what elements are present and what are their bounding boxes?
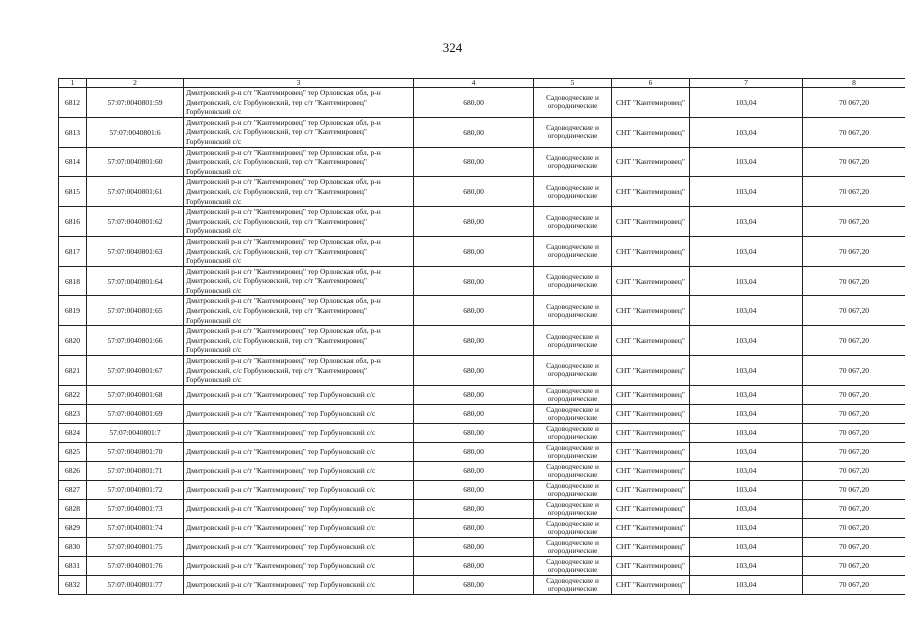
cadastral-value: 70 067,20: [803, 147, 905, 177]
owner-name: СНТ "Кантемировец": [612, 537, 690, 556]
parcel-address: Дмитровский р-н с/т "Кантемировец" тер Горбуновский с/с: [184, 499, 414, 518]
owner-name: СНТ "Кантемировец": [612, 88, 690, 118]
parcel-address: Дмитровский р-н с/т "Кантемировец" тер Горбуновский с/с: [184, 404, 414, 423]
parcel-area: 680,00: [414, 575, 534, 594]
cadastral-number: 57:07:0040801:71: [87, 461, 184, 480]
cadastral-rate: 103,04: [690, 385, 803, 404]
owner-name: СНТ "Кантемировец": [612, 117, 690, 147]
cadastral-number: 57:07:0040801:75: [87, 537, 184, 556]
parcel-area: 680,00: [414, 147, 534, 177]
column-header: 3: [184, 79, 414, 88]
row-number: 6828: [59, 499, 87, 518]
parcel-area: 680,00: [414, 423, 534, 442]
parcel-address: Дмитровский р-н с/т "Кантемировец" тер Орловская обл, р-н Дмитровский, с/с Горбуновский, тер с/т "Кантемировец" Горбуновский с/с: [184, 236, 414, 266]
cadastral-rate: 103,04: [690, 442, 803, 461]
cadastral-rate: 103,04: [690, 326, 803, 356]
parcel-address: Дмитровский р-н с/т "Кантемировец" тер Горбуновский с/с: [184, 480, 414, 499]
cadastral-number: 57:07:0040801:66: [87, 326, 184, 356]
permitted-use: Садоводческие и огороднические: [534, 518, 612, 537]
owner-name: СНТ "Кантемировец": [612, 575, 690, 594]
owner-name: СНТ "Кантемировец": [612, 556, 690, 575]
permitted-use: Садоводческие и огороднические: [534, 147, 612, 177]
cadastral-rate: 103,04: [690, 356, 803, 386]
cadastral-rate: 103,04: [690, 499, 803, 518]
table-row: [59, 147, 905, 177]
parcel-address: Дмитровский р-н с/т "Кантемировец" тер Горбуновский с/с: [184, 518, 414, 537]
cadastral-value: 70 067,20: [803, 537, 905, 556]
cadastral-number: 57:07:0040801:72: [87, 480, 184, 499]
parcel-address: Дмитровский р-н с/т "Кантемировец" тер Орловская обл, р-н Дмитровский, с/с Горбуновский, тер с/т "Кантемировец" Горбуновский с/с: [184, 88, 414, 118]
cadastral-number: 57:07:0040801:60: [87, 147, 184, 177]
cadastral-value: 70 067,20: [803, 480, 905, 499]
column-header: 2: [87, 79, 184, 88]
table-body: [59, 88, 905, 595]
parcel-area: 680,00: [414, 556, 534, 575]
row-number: 6812: [59, 88, 87, 118]
cadastral-value: 70 067,20: [803, 266, 905, 296]
cadastral-number: 57:07:0040801:7: [87, 423, 184, 442]
cadastral-value: 70 067,20: [803, 236, 905, 266]
permitted-use: Садоводческие и огороднические: [534, 236, 612, 266]
parcel-area: 680,00: [414, 117, 534, 147]
cadastral-value: 70 067,20: [803, 556, 905, 575]
parcel-area: 680,00: [414, 480, 534, 499]
parcel-address: Дмитровский р-н с/т "Кантемировец" тер Горбуновский с/с: [184, 575, 414, 594]
cadastral-value: 70 067,20: [803, 499, 905, 518]
cadastral-rate: 103,04: [690, 404, 803, 423]
cadastral-number: 57:07:0040801:68: [87, 385, 184, 404]
column-header: 8: [803, 79, 905, 88]
cadastral-value: 70 067,20: [803, 518, 905, 537]
cadastral-value: 70 067,20: [803, 117, 905, 147]
cadastral-number: 57:07:0040801:65: [87, 296, 184, 326]
parcel-area: 680,00: [414, 442, 534, 461]
owner-name: СНТ "Кантемировец": [612, 177, 690, 207]
cadastral-number: 57:07:0040801:62: [87, 207, 184, 237]
cadastral-number: 57:07:0040801:73: [87, 499, 184, 518]
owner-name: СНТ "Кантемировец": [612, 266, 690, 296]
cadastral-value: 70 067,20: [803, 356, 905, 386]
cadastral-number: 57:07:0040801:74: [87, 518, 184, 537]
permitted-use: Садоводческие и огороднические: [534, 385, 612, 404]
row-number: 6832: [59, 575, 87, 594]
column-numbers-row: [59, 79, 905, 88]
owner-name: СНТ "Кантемировец": [612, 442, 690, 461]
cadastral-number: 57:07:0040801:67: [87, 356, 184, 386]
cadastral-number: 57:07:0040801:6: [87, 117, 184, 147]
cadastral-rate: 103,04: [690, 461, 803, 480]
permitted-use: Садоводческие и огороднические: [534, 575, 612, 594]
row-number: 6818: [59, 266, 87, 296]
land-parcels-table: [58, 78, 905, 595]
parcel-area: 680,00: [414, 326, 534, 356]
cadastral-number: 57:07:0040801:59: [87, 88, 184, 118]
cadastral-value: 70 067,20: [803, 404, 905, 423]
table-row: [59, 117, 905, 147]
cadastral-value: 70 067,20: [803, 423, 905, 442]
cadastral-rate: 103,04: [690, 266, 803, 296]
row-number: 6830: [59, 537, 87, 556]
parcel-address: Дмитровский р-н с/т "Кантемировец" тер Орловская обл, р-н Дмитровский, с/с Горбуновский, тер с/т "Кантемировец" Горбуновский с/с: [184, 147, 414, 177]
permitted-use: Садоводческие и огороднические: [534, 461, 612, 480]
table-row: [59, 266, 905, 296]
owner-name: СНТ "Кантемировец": [612, 385, 690, 404]
parcel-area: 680,00: [414, 207, 534, 237]
cadastral-rate: 103,04: [690, 480, 803, 499]
cadastral-value: 70 067,20: [803, 296, 905, 326]
row-number: 6814: [59, 147, 87, 177]
table-row: [59, 499, 905, 518]
cadastral-number: 57:07:0040801:63: [87, 236, 184, 266]
table-row: [59, 207, 905, 237]
cadastral-rate: 103,04: [690, 117, 803, 147]
row-number: 6823: [59, 404, 87, 423]
cadastral-number: 57:07:0040801:69: [87, 404, 184, 423]
cadastral-rate: 103,04: [690, 207, 803, 237]
owner-name: СНТ "Кантемировец": [612, 499, 690, 518]
parcel-address: Дмитровский р-н с/т "Кантемировец" тер Орловская обл, р-н Дмитровский, с/с Горбуновский, тер с/т "Кантемировец" Горбуновский с/с: [184, 296, 414, 326]
owner-name: СНТ "Кантемировец": [612, 356, 690, 386]
parcel-address: Дмитровский р-н с/т "Кантемировец" тер Орловская обл, р-н Дмитровский, с/с Горбуновский, тер с/т "Кантемировец" Горбуновский с/с: [184, 207, 414, 237]
cadastral-rate: 103,04: [690, 88, 803, 118]
parcel-area: 680,00: [414, 356, 534, 386]
cadastral-number: 57:07:0040801:76: [87, 556, 184, 575]
table-row: [59, 442, 905, 461]
permitted-use: Садоводческие и огороднические: [534, 88, 612, 118]
permitted-use: Садоводческие и огороднические: [534, 442, 612, 461]
cadastral-number: 57:07:0040801:64: [87, 266, 184, 296]
cadastral-number: 57:07:0040801:77: [87, 575, 184, 594]
parcel-area: 680,00: [414, 296, 534, 326]
table-row: [59, 177, 905, 207]
cadastral-value: 70 067,20: [803, 461, 905, 480]
parcel-area: 680,00: [414, 385, 534, 404]
parcel-address: Дмитровский р-н с/т "Кантемировец" тер Орловская обл, р-н Дмитровский, с/с Горбуновский, тер с/т "Кантемировец" Горбуновский с/с: [184, 266, 414, 296]
parcel-area: 680,00: [414, 266, 534, 296]
permitted-use: Садоводческие и огороднические: [534, 423, 612, 442]
permitted-use: Садоводческие и огороднические: [534, 296, 612, 326]
parcel-address: Дмитровский р-н с/т "Кантемировец" тер Горбуновский с/с: [184, 556, 414, 575]
table-row: [59, 537, 905, 556]
cadastral-value: 70 067,20: [803, 207, 905, 237]
permitted-use: Садоводческие и огороднические: [534, 556, 612, 575]
cadastral-rate: 103,04: [690, 177, 803, 207]
cadastral-number: 57:07:0040801:70: [87, 442, 184, 461]
page-number: 324: [442, 40, 463, 55]
permitted-use: Садоводческие и огороднические: [534, 207, 612, 237]
permitted-use: Садоводческие и огороднические: [534, 537, 612, 556]
owner-name: СНТ "Кантемировец": [612, 236, 690, 266]
permitted-use: Садоводческие и огороднические: [534, 266, 612, 296]
row-number: 6816: [59, 207, 87, 237]
owner-name: СНТ "Кантемировец": [612, 207, 690, 237]
cadastral-value: 70 067,20: [803, 88, 905, 118]
permitted-use: Садоводческие и огороднические: [534, 117, 612, 147]
parcel-area: 680,00: [414, 177, 534, 207]
cadastral-value: 70 067,20: [803, 385, 905, 404]
parcel-area: 680,00: [414, 518, 534, 537]
permitted-use: Садоводческие и огороднические: [534, 480, 612, 499]
table-row: [59, 575, 905, 594]
row-number: 6831: [59, 556, 87, 575]
table-row: [59, 296, 905, 326]
cadastral-rate: 103,04: [690, 147, 803, 177]
parcel-address: Дмитровский р-н с/т "Кантемировец" тер Горбуновский с/с: [184, 442, 414, 461]
row-number: 6824: [59, 423, 87, 442]
parcel-address: Дмитровский р-н с/т "Кантемировец" тер Горбуновский с/с: [184, 423, 414, 442]
owner-name: СНТ "Кантемировец": [612, 480, 690, 499]
column-header: 1: [59, 79, 87, 88]
permitted-use: Садоводческие и огороднические: [534, 499, 612, 518]
owner-name: СНТ "Кантемировец": [612, 461, 690, 480]
table-row: [59, 88, 905, 118]
column-header: 7: [690, 79, 803, 88]
permitted-use: Садоводческие и огороднические: [534, 326, 612, 356]
permitted-use: Садоводческие и огороднические: [534, 404, 612, 423]
cadastral-rate: 103,04: [690, 537, 803, 556]
row-number: 6815: [59, 177, 87, 207]
cadastral-value: 70 067,20: [803, 442, 905, 461]
table-row: [59, 461, 905, 480]
cadastral-rate: 103,04: [690, 296, 803, 326]
row-number: 6826: [59, 461, 87, 480]
row-number: 6813: [59, 117, 87, 147]
owner-name: СНТ "Кантемировец": [612, 404, 690, 423]
parcel-address: Дмитровский р-н с/т "Кантемировец" тер Горбуновский с/с: [184, 385, 414, 404]
table-row: [59, 236, 905, 266]
cadastral-number: 57:07:0040801:61: [87, 177, 184, 207]
permitted-use: Садоводческие и огороднические: [534, 177, 612, 207]
parcel-area: 680,00: [414, 236, 534, 266]
row-number: 6817: [59, 236, 87, 266]
table-row: [59, 404, 905, 423]
row-number: 6820: [59, 326, 87, 356]
parcel-area: 680,00: [414, 499, 534, 518]
table-row: [59, 385, 905, 404]
row-number: 6822: [59, 385, 87, 404]
cadastral-rate: 103,04: [690, 423, 803, 442]
row-number: 6821: [59, 356, 87, 386]
parcel-address: Дмитровский р-н с/т "Кантемировец" тер Горбуновский с/с: [184, 461, 414, 480]
table-row: [59, 556, 905, 575]
row-number: 6825: [59, 442, 87, 461]
parcel-address: Дмитровский р-н с/т "Кантемировец" тер Орловская обл, р-н Дмитровский, с/с Горбуновский, тер с/т "Кантемировец" Горбуновский с/с: [184, 326, 414, 356]
row-number: 6819: [59, 296, 87, 326]
parcel-address: Дмитровский р-н с/т "Кантемировец" тер Орловская обл, р-н Дмитровский, с/с Горбуновский, тер с/т "Кантемировец" Горбуновский с/с: [184, 356, 414, 386]
parcel-area: 680,00: [414, 537, 534, 556]
table-row: [59, 326, 905, 356]
owner-name: СНТ "Кантемировец": [612, 518, 690, 537]
row-number: 6829: [59, 518, 87, 537]
cadastral-value: 70 067,20: [803, 326, 905, 356]
row-number: 6827: [59, 480, 87, 499]
parcel-area: 680,00: [414, 461, 534, 480]
column-header: 4: [414, 79, 534, 88]
parcel-area: 680,00: [414, 88, 534, 118]
column-header: 6: [612, 79, 690, 88]
cadastral-rate: 103,04: [690, 236, 803, 266]
parcel-area: 680,00: [414, 404, 534, 423]
cadastral-value: 70 067,20: [803, 575, 905, 594]
owner-name: СНТ "Кантемировец": [612, 147, 690, 177]
parcel-address: Дмитровский р-н с/т "Кантемировец" тер Орловская обл, р-н Дмитровский, с/с Горбуновский, тер с/т "Кантемировец" Горбуновский с/с: [184, 177, 414, 207]
owner-name: СНТ "Кантемировец": [612, 326, 690, 356]
cadastral-value: 70 067,20: [803, 177, 905, 207]
owner-name: СНТ "Кантемировец": [612, 296, 690, 326]
column-header: 5: [534, 79, 612, 88]
table-row: [59, 423, 905, 442]
table-row: [59, 518, 905, 537]
owner-name: СНТ "Кантемировец": [612, 423, 690, 442]
parcel-address: Дмитровский р-н с/т "Кантемировец" тер Орловская обл, р-н Дмитровский, с/с Горбуновский, тер с/т "Кантемировец" Горбуновский с/с: [184, 117, 414, 147]
table-row: [59, 356, 905, 386]
cadastral-rate: 103,04: [690, 556, 803, 575]
cadastral-rate: 103,04: [690, 575, 803, 594]
cadastral-rate: 103,04: [690, 518, 803, 537]
table-row: [59, 480, 905, 499]
parcel-address: Дмитровский р-н с/т "Кантемировец" тер Горбуновский с/с: [184, 537, 414, 556]
permitted-use: Садоводческие и огороднические: [534, 356, 612, 386]
